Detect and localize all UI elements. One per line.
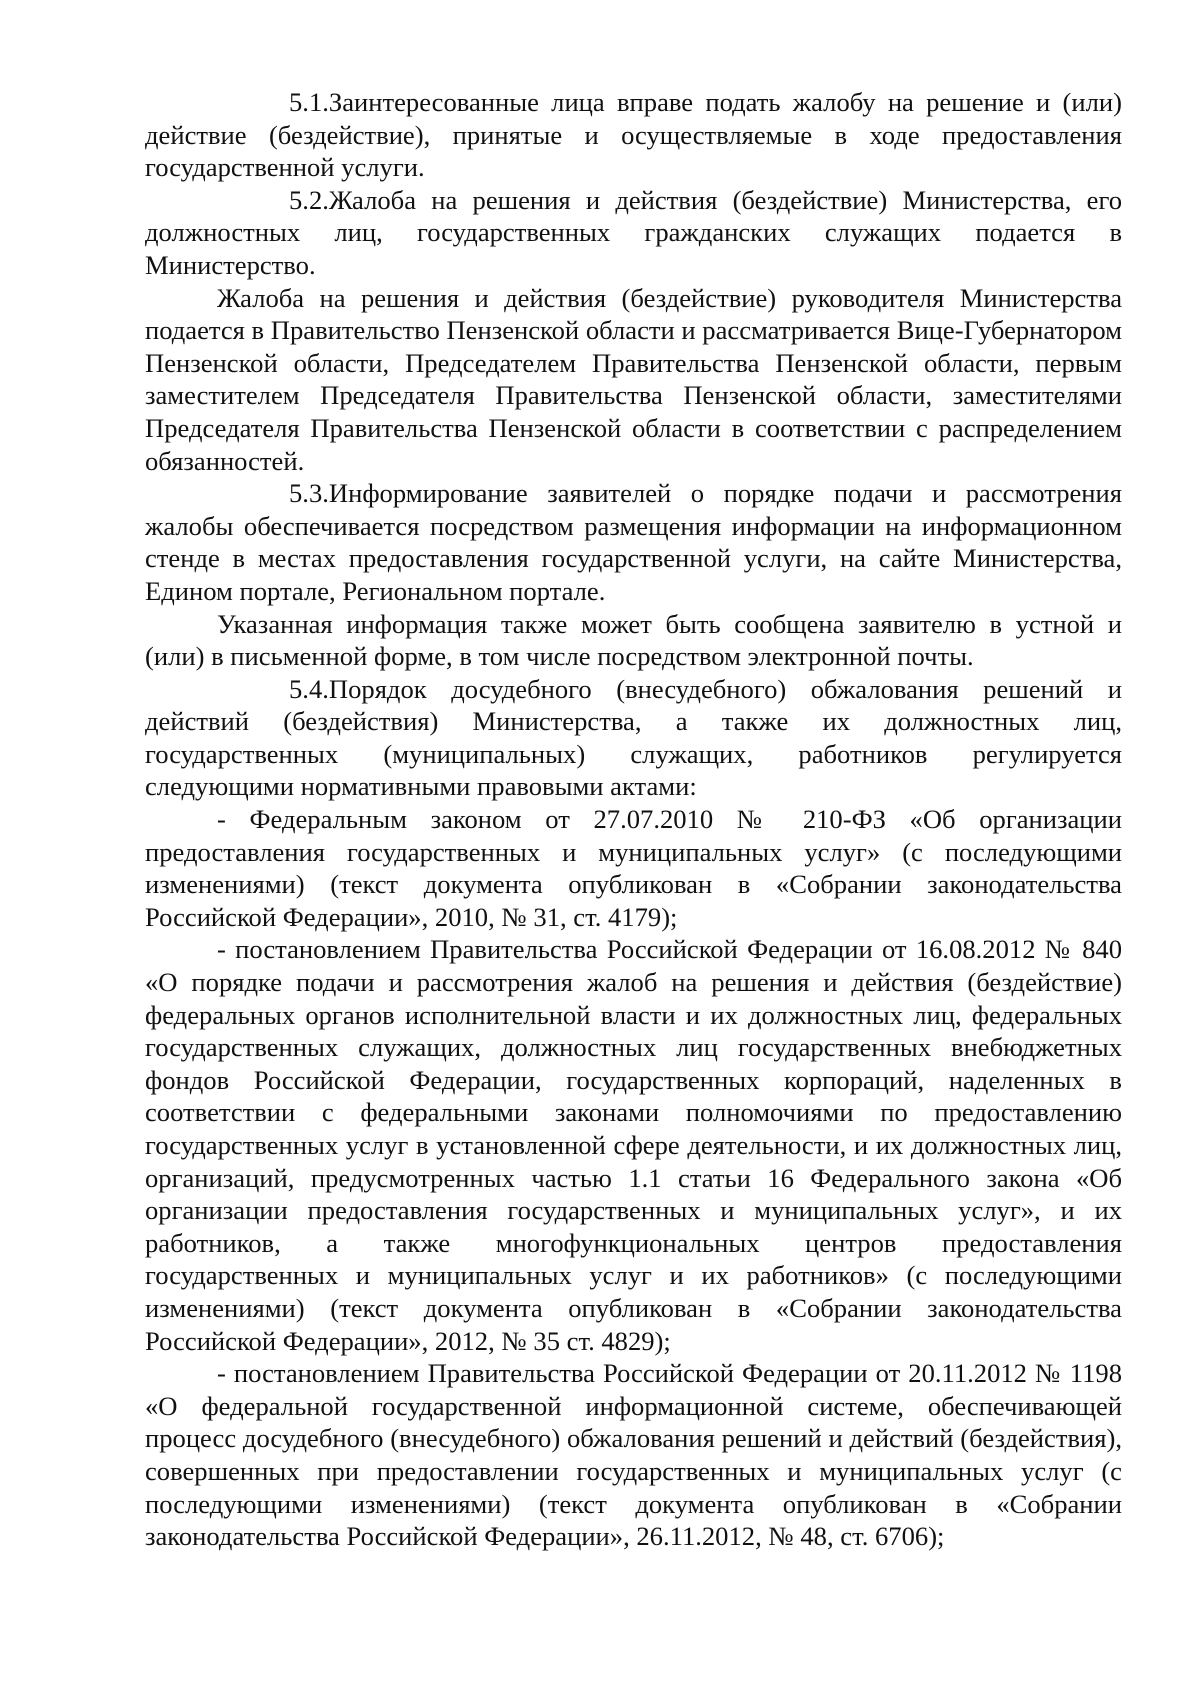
clause-number: 5.2. — [289, 184, 329, 215]
list-item-resolution-840 — [145, 933, 1122, 1357]
clause-number: 5.3. — [289, 478, 329, 509]
clause-number: 5.1. — [289, 87, 329, 117]
paragraph-text: Жалоба на решения и действия (бездействие) руководителя Министерства подается в Правительство Пензенской области и рассматривается Вице-Губернатором Пензенской области, Председателем Правительства Пензенской области, первым заместителем Председателя Правительства Пензенской области, заместителями Председателя Правительства Пензенской области в соответствии с распределением обязанностей. — [145, 282, 1122, 476]
paragraph-text: Указанная информация также может быть сообщена заявителю в устной и (или) в письменной форме, в том числе посредством электронной почты. — [145, 608, 1122, 672]
paragraph-text: Информирование заявителей о порядке подачи и рассмотрения жалобы обеспечивается посредством размещения информации на информационном стенде в местах предоставления государственной услуги, на сайте Министерства, Едином портале, Региональном портале. — [145, 478, 1122, 606]
paragraph-5-4 — [145, 673, 1122, 803]
list-item-text: - постановлением Правительства Российской Федерации от 20.11.2012 № 1198 «О федеральной государственной информационной системе, обеспечивающей процесс досудебного (внесудебного) обжалования решений и действий (бездействия), совершенных при предоставлении государственных и муниципальных услуг (с последующими изменениями) (текст документа опубликован в «Собрании законодательства Российской Федерации», 26.11.2012, № 48, ст. 6706); — [145, 1358, 1122, 1552]
paragraph-5-2-continued — [145, 282, 1122, 478]
document-page — [145, 86, 1122, 1553]
list-item-resolution-1198 — [145, 1357, 1122, 1553]
paragraph-5-3 — [145, 477, 1122, 607]
paragraph-5-2 — [145, 184, 1122, 282]
clause-number: 5.4. — [289, 673, 329, 704]
paragraph-5-1 — [145, 86, 1122, 184]
list-item-text: - Федеральным законом от 27.07.2010 № 210-ФЗ «Об организации предоставления государственных и муниципальных услуг» (с последующими изменениями) (текст документа опубликован в «Собрании законодательства Российской Федерации», 2010, № 31, ст. 4179); — [145, 804, 1122, 932]
paragraph-text: Порядок досудебного (внесудебного) обжалования решений и действий (бездействия) Министерства, а также их должностных лиц, государственных (муниципальных) служащих, работников регулируется следующими нормативными правовыми актами: — [145, 673, 1122, 802]
list-item-federal-law — [145, 803, 1122, 933]
paragraph-5-3-continued — [145, 608, 1122, 673]
list-item-text: - постановлением Правительства Российской Федерации от 16.08.2012 № 840 «О порядке подачи и рассмотрения жалоб на решения и действия (бездействие) федеральных органов исполнительной власти и их должностных лиц, федеральных государственных служащих, должностных лиц государственных внебюджетных фондов Российской Федерации, государственных корпораций, наделенных в соответствии с федеральными законами полномочиями по предоставлению государственных услуг в установленной сфере деятельности, и их должностных лиц, организаций, предусмотренных частью 1.1 статьи 16 Федерального закона «Об организации предоставления государственных и муниципальных услуг», и их работников, а также многофункциональных центров предоставления государственных и муниципальных услуг и их работников» (с последующими изменениями) (текст документа опубликован в «Собрании законодательства Российской Федерации», 2012, № 35 ст. 4829); — [145, 934, 1122, 1356]
paragraph-text: Заинтересованные лица вправе подать жалобу на решение и (или) действие (бездействие), принятые и осуществляемые в ходе предоставления государственной услуги. — [145, 87, 1122, 183]
paragraph-text: Жалоба на решения и действия (бездействие) Министерства, его должностных лиц, государственных гражданских служащих подается в Министерство. — [145, 184, 1122, 280]
